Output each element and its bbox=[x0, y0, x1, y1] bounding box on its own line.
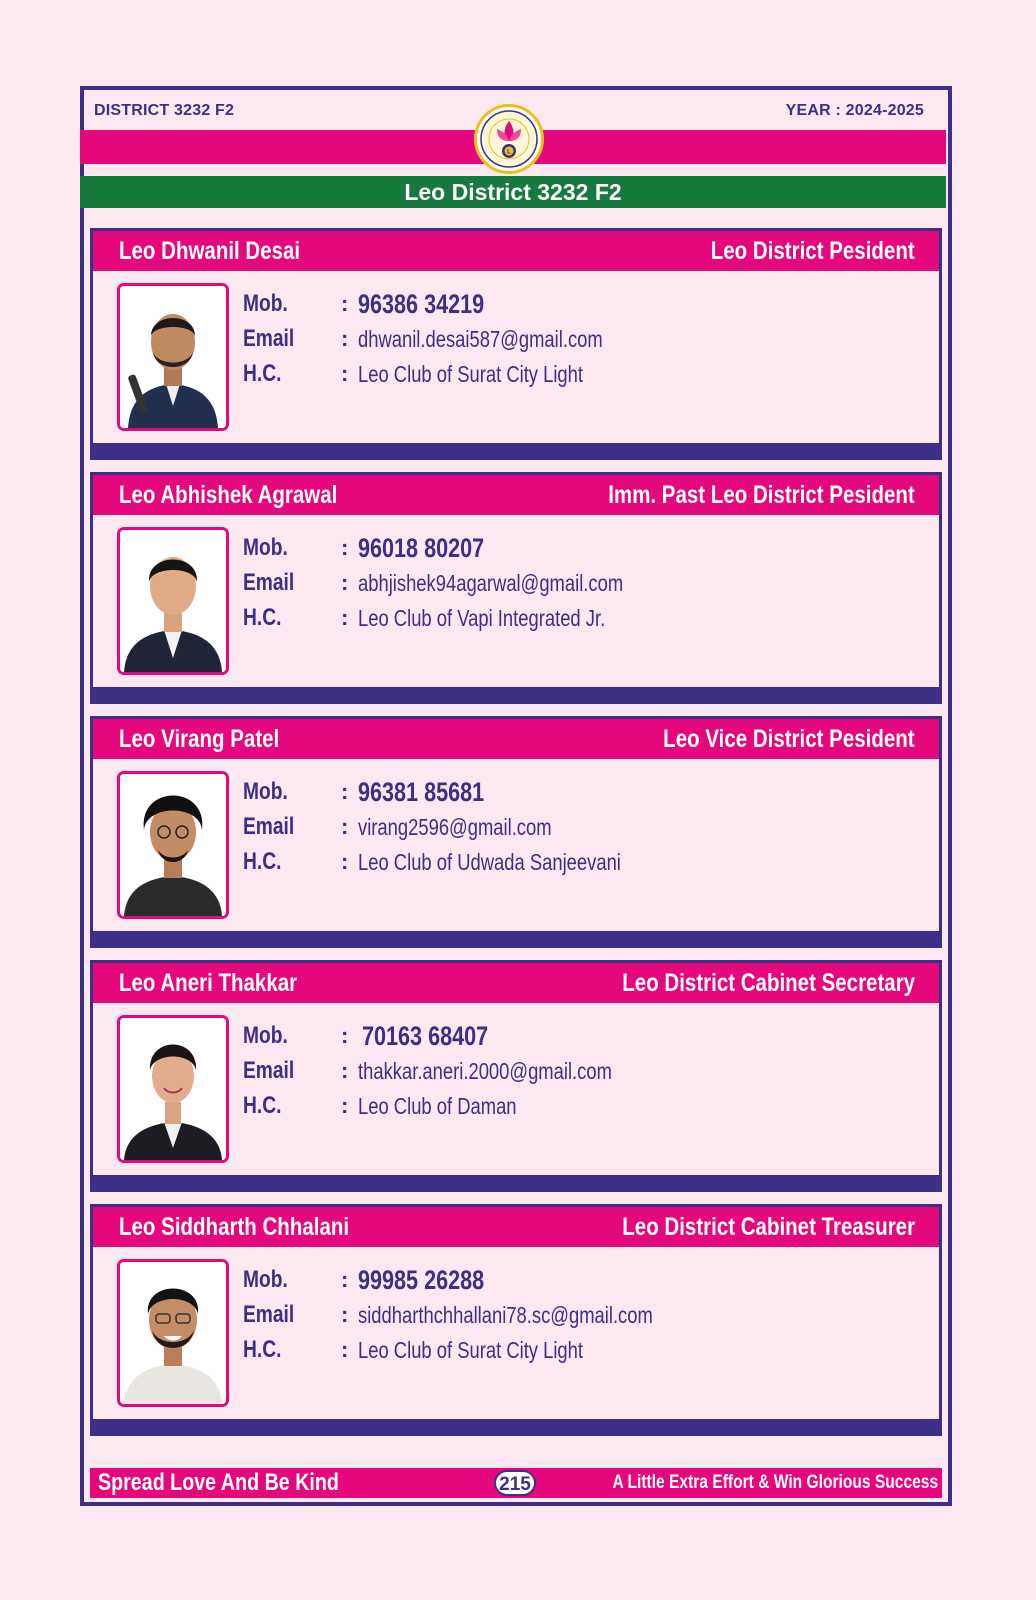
member-card-header bbox=[93, 1207, 939, 1247]
member-card-header bbox=[93, 231, 939, 271]
separator: : bbox=[341, 779, 349, 804]
email-address[interactable]: thakkar.aneri.2000@gmail.com bbox=[358, 1058, 612, 1084]
home-club-label: H.C. bbox=[243, 1092, 282, 1119]
year-label: YEAR : 2024-2025 bbox=[785, 102, 924, 119]
member-card bbox=[90, 960, 942, 1192]
member-title: Leo Vice District Pesident bbox=[663, 725, 915, 753]
home-club: Leo Club of Udwada Sanjeevani bbox=[358, 849, 621, 875]
email-label: Email bbox=[243, 1301, 295, 1328]
separator: : bbox=[341, 605, 349, 630]
home-club-label: H.C. bbox=[243, 848, 282, 875]
page-number: 215 bbox=[494, 1470, 536, 1496]
separator: : bbox=[341, 1093, 349, 1118]
mobile-number[interactable]: 99985 26288 bbox=[358, 1265, 485, 1295]
home-club-label: H.C. bbox=[243, 360, 282, 387]
member-photo bbox=[117, 283, 229, 431]
member-name: Leo Virang Patel bbox=[119, 725, 280, 753]
home-club: Leo Club of Surat City Light bbox=[358, 1337, 584, 1363]
email-label: Email bbox=[243, 569, 295, 596]
member-title: Imm. Past Leo District Pesident bbox=[608, 481, 915, 509]
member-title: Leo District Cabinet Secretary bbox=[622, 969, 915, 997]
separator: : bbox=[341, 326, 349, 351]
member-card-header bbox=[93, 475, 939, 515]
district-banner: Leo District 3232 F2 bbox=[80, 176, 946, 208]
mobile-number[interactable]: 96386 34219 bbox=[358, 289, 485, 319]
home-club: Leo Club of Daman bbox=[358, 1093, 517, 1119]
member-name: Leo Dhwanil Desai bbox=[119, 237, 301, 265]
member-card-header bbox=[93, 719, 939, 759]
member-card bbox=[90, 716, 942, 948]
card-footer-bar bbox=[93, 931, 939, 945]
district-label: DISTRICT 3232 F2 bbox=[94, 102, 235, 119]
separator: : bbox=[341, 1302, 349, 1327]
member-title: Leo District Pesident bbox=[711, 237, 915, 265]
footer-slogan: Spread Love And Be Kind bbox=[98, 1469, 339, 1496]
email-label: Email bbox=[243, 813, 295, 840]
mobile-label: Mob. bbox=[243, 534, 288, 561]
card-footer-bar bbox=[93, 1175, 939, 1189]
page-frame bbox=[80, 86, 952, 1506]
separator: : bbox=[341, 1337, 349, 1362]
separator: : bbox=[341, 291, 349, 316]
email-address[interactable]: dhwanil.desai587@gmail.com bbox=[358, 326, 603, 352]
card-footer-bar bbox=[93, 443, 939, 457]
separator: : bbox=[341, 1267, 349, 1292]
member-photo bbox=[117, 1259, 229, 1407]
mobile-label: Mob. bbox=[243, 1022, 288, 1049]
separator: : bbox=[341, 1023, 349, 1048]
member-name: Leo Aneri Thakkar bbox=[119, 969, 298, 997]
home-club-label: H.C. bbox=[243, 604, 282, 631]
page-footer bbox=[90, 1468, 942, 1498]
email-address[interactable]: siddharthchhallani78.sc@gmail.com bbox=[358, 1302, 653, 1328]
member-card bbox=[90, 472, 942, 704]
svg-text:L: L bbox=[507, 149, 511, 156]
mobile-number[interactable]: 96381 85681 bbox=[358, 777, 485, 807]
member-card bbox=[90, 228, 942, 460]
email-address[interactable]: virang2596@gmail.com bbox=[358, 814, 552, 840]
mobile-number[interactable]: 70163 68407 bbox=[362, 1021, 489, 1051]
member-name: Leo Siddharth Chhalani bbox=[119, 1213, 350, 1241]
email-label: Email bbox=[243, 325, 295, 352]
home-club-label: H.C. bbox=[243, 1336, 282, 1363]
lotus-emblem-icon bbox=[479, 109, 539, 169]
separator: : bbox=[341, 535, 349, 560]
email-label: Email bbox=[243, 1057, 295, 1084]
mobile-number[interactable]: 96018 80207 bbox=[358, 533, 485, 563]
member-title: Leo District Cabinet Treasurer bbox=[622, 1213, 915, 1241]
card-footer-bar bbox=[93, 1419, 939, 1433]
footer-tagline: A Little Extra Effort & Win Glorious Success bbox=[612, 1472, 938, 1493]
home-club: Leo Club of Vapi Integrated Jr. bbox=[358, 605, 606, 631]
mobile-label: Mob. bbox=[243, 1266, 288, 1293]
separator: : bbox=[341, 570, 349, 595]
email-address[interactable]: abhjishek94agarwal@gmail.com bbox=[358, 570, 624, 596]
member-name: Leo Abhishek Agrawal bbox=[119, 481, 338, 509]
separator: : bbox=[341, 361, 349, 386]
member-photo bbox=[117, 771, 229, 919]
mobile-label: Mob. bbox=[243, 778, 288, 805]
member-card bbox=[90, 1204, 942, 1436]
home-club: Leo Club of Surat City Light bbox=[358, 361, 584, 387]
separator: : bbox=[341, 1058, 349, 1083]
separator: : bbox=[341, 849, 349, 874]
member-photo bbox=[117, 1015, 229, 1163]
mobile-label: Mob. bbox=[243, 290, 288, 317]
member-photo bbox=[117, 527, 229, 675]
card-footer-bar bbox=[93, 687, 939, 701]
leo-club-logo bbox=[474, 104, 544, 174]
separator: : bbox=[341, 814, 349, 839]
member-card-header bbox=[93, 963, 939, 1003]
